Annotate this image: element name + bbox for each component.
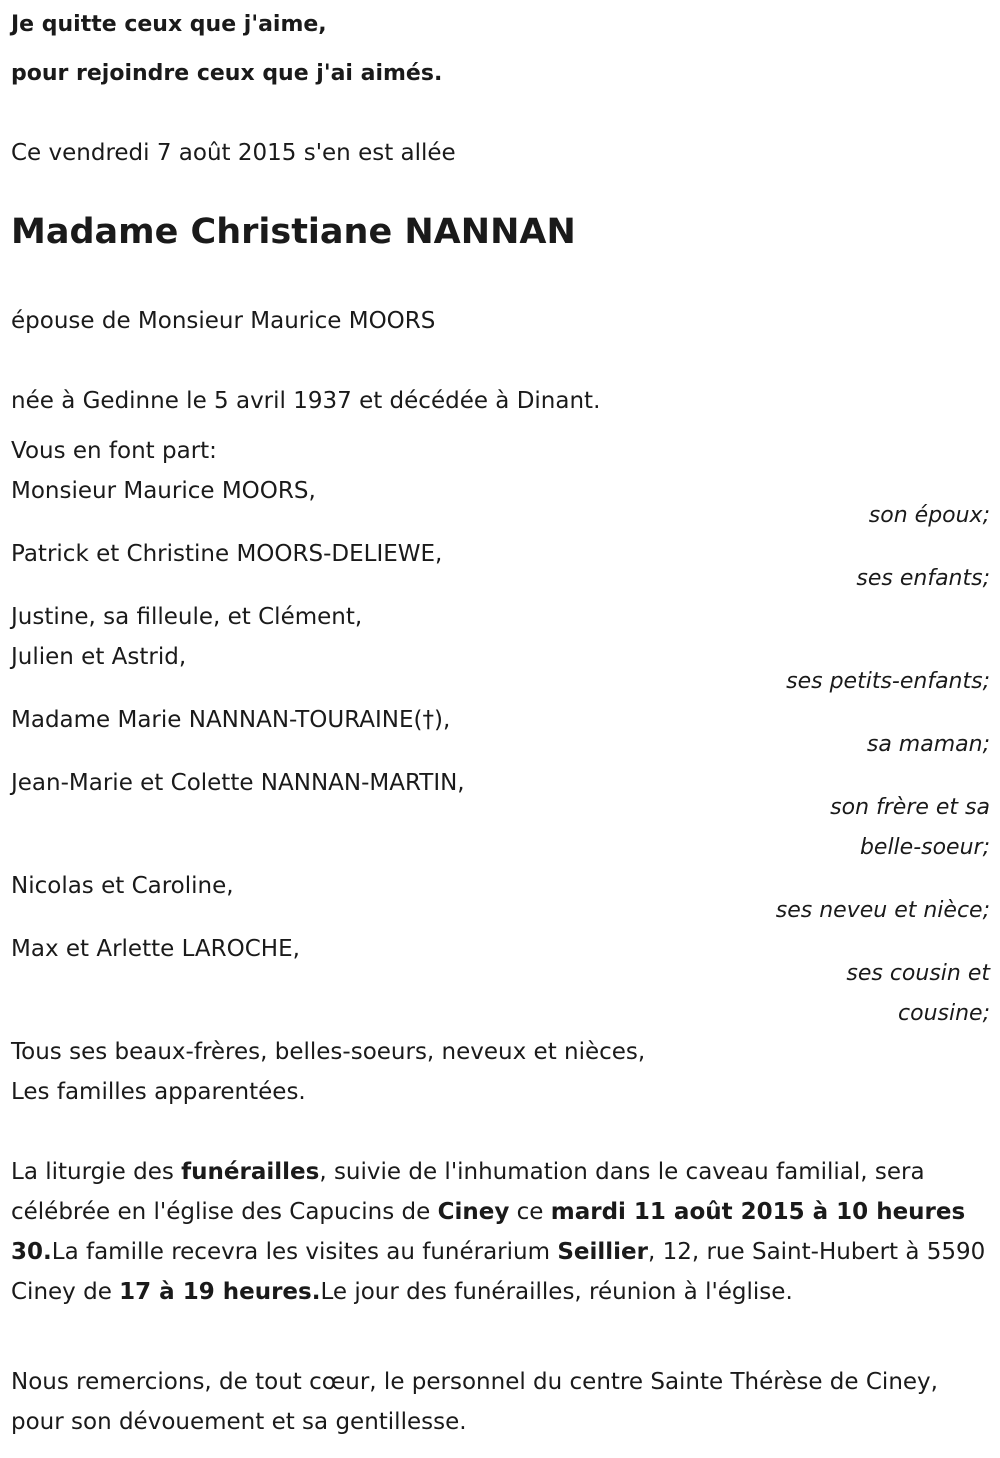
funeral-bold: funérailles — [181, 1159, 320, 1185]
family-relation: ses neveu et nièce; — [775, 898, 990, 923]
family-names: Justine, sa filleule, et Clément, — [11, 604, 363, 630]
family-names: Jean-Marie et Colette NANNAN-MARTIN, — [11, 770, 465, 796]
others-line-1: Tous ses beaux-frères, belles-soeurs, neveux et nièces, — [11, 1039, 646, 1065]
family-relation: son frère et sa — [830, 795, 990, 820]
family-relation: ses cousin et — [846, 961, 990, 986]
epigraph-line-2: pour rejoindre ceux que j'ai aimés. — [11, 61, 443, 86]
spouse-line: épouse de Monsieur Maurice MOORS — [11, 308, 436, 334]
epigraph-line-1: Je quitte ceux que j'aime, — [11, 12, 327, 37]
deceased-name: Madame Christiane NANNAN — [11, 212, 576, 252]
family-names: Max et Arlette LAROCHE, — [11, 936, 300, 962]
family-relation: sa maman; — [866, 732, 990, 757]
announcement: Ce vendredi 7 août 2015 s'en est allée — [11, 140, 456, 166]
family-relation: cousine; — [898, 1001, 990, 1026]
funeral-bold: Seillier — [557, 1239, 648, 1265]
thanks-paragraph: Nous remercions, de tout cœur, le personnel du centre Sainte Thérèse de Ciney, pour son dévouement et sa gentillesse. — [11, 1369, 938, 1435]
family-relation: ses enfants; — [856, 566, 990, 591]
family-relation: belle-soeur; — [859, 835, 990, 860]
funeral-bold: mardi 11 août 2015 à 10 heures 30. — [11, 1199, 966, 1265]
family-relation: son époux; — [868, 503, 990, 528]
family-relation: ses petits-enfants; — [786, 669, 990, 694]
others-line-2: Les familles apparentées. — [11, 1079, 306, 1105]
funeral-paragraph: La liturgie des funérailles, suivie de l'inhumation dans le caveau familial, sera célébrée en l'église des Capucins de Ciney ce mardi 11 août 2015 à 10 heures 30.La famille recevra les visites au funérarium Seillier, 12, rue Saint-Hubert à 5590 Ciney de 17 à 19 heures.Le jour des funérailles, réunion à l'église. — [11, 1159, 986, 1305]
funeral-bold: Ciney — [437, 1199, 510, 1225]
funeral-bold: 17 à 19 heures. — [119, 1279, 321, 1305]
family-names: Patrick et Christine MOORS-DELIEWE, — [11, 541, 443, 567]
family-names: Julien et Astrid, — [11, 644, 187, 670]
family-names: Madame Marie NANNAN-TOURAINE(†), — [11, 707, 451, 733]
family-names: Monsieur Maurice MOORS, — [11, 478, 316, 504]
birth-death-line: née à Gedinne le 5 avril 1937 et décédée à Dinant. — [11, 388, 601, 414]
family-names: Nicolas et Caroline, — [11, 873, 234, 899]
family-intro: Vous en font part: — [11, 438, 217, 464]
